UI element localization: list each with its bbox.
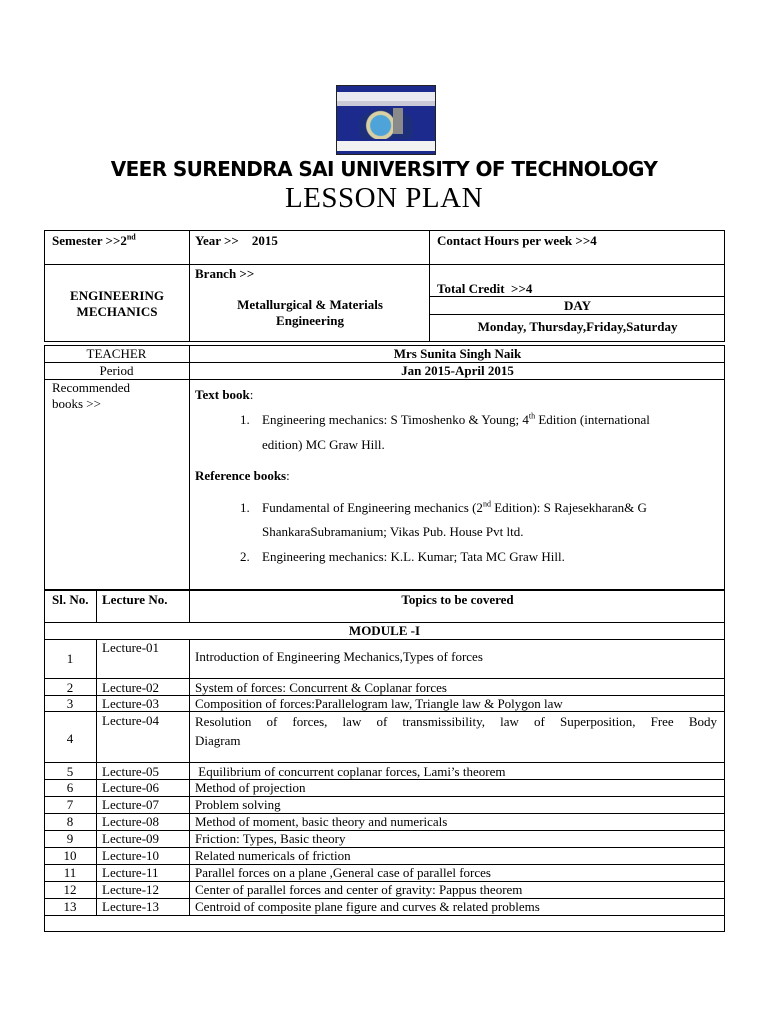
table-row-11-lecture: Lecture-11 <box>102 865 159 880</box>
table-row-7-sl: 7 <box>66 797 74 812</box>
reference-1-line2: ShankaraSubramanium; Vikas Pub. House Pvt ltd. <box>262 524 524 539</box>
year: Year >> 2015 <box>195 233 278 248</box>
text-book-1: Engineering mechanics: S Timoshenko & Young; 4th Edition (international <box>262 411 650 427</box>
table-row-2-sl: 2 <box>66 680 74 695</box>
table-row-3-lecture: Lecture-03 <box>102 696 160 711</box>
table-row-7-topic: Problem solving <box>195 797 281 812</box>
day-label: DAY <box>564 298 591 313</box>
day-value: Monday, Thursday,Friday,Saturday <box>477 319 678 334</box>
reference-2: Engineering mechanics: K.L. Kumar; Tata MC Graw Hill. <box>262 549 565 564</box>
table-row-13-sl: 13 <box>63 899 77 914</box>
logo-subbanner <box>337 101 435 106</box>
document-title: LESSON PLAN <box>284 182 484 214</box>
reference-2-num: 2. <box>240 549 250 564</box>
table-row-8-sl: 8 <box>66 814 74 829</box>
text-book-1-line2: edition) MC Graw Hill. <box>262 437 385 452</box>
period-value: Jan 2015-April 2015 <box>401 363 514 378</box>
table-row-4-lecture: Lecture-04 <box>102 713 160 728</box>
table-row-8-lecture: Lecture-08 <box>102 814 160 829</box>
teacher-value: Mrs Sunita Singh Naik <box>393 346 522 361</box>
table-row-4-topic-line1: Resolution of forces, law of transmissibility, law of Superposition, Free Body <box>195 714 717 729</box>
table-row-4-sl: 4 <box>66 731 74 746</box>
branch-value: Metallurgical & Materials Engineering <box>237 297 383 328</box>
table-row-6-sl: 6 <box>66 780 74 795</box>
table-row-2-lecture: Lecture-02 <box>102 680 160 695</box>
table-row-12-sl: 12 <box>63 882 77 897</box>
table-row-4-topic-line2: Diagram <box>195 733 241 748</box>
semester: Semester >>2nd <box>52 232 136 248</box>
total-credit: Total Credit >>4 <box>437 281 533 296</box>
logo-motto <box>337 141 435 151</box>
branch-label: Branch >> <box>195 266 255 281</box>
header-lecture-no: Lecture No. <box>102 592 168 607</box>
period-label: Period <box>99 363 134 378</box>
table-row-7-lecture: Lecture-07 <box>102 797 160 812</box>
table-row-6-lecture: Lecture-06 <box>102 780 160 795</box>
table-row-9-topic: Friction: Types, Basic theory <box>195 831 346 846</box>
table-row-5-topic: Equilibrium of concurrent coplanar forces, Lami’s theorem <box>195 764 506 779</box>
header-topics: Topics to be covered <box>401 592 514 607</box>
header-sl-no: Sl. No. <box>52 592 89 607</box>
table-row-1-lecture: Lecture-01 <box>102 640 160 655</box>
table-row-11-topic: Parallel forces on a plane ,General case of parallel forces <box>195 865 491 880</box>
table-row-10-topic: Related numericals of friction <box>195 848 351 863</box>
table-row-5-sl: 5 <box>66 764 74 779</box>
university-name: VEER SURENDRA SAI UNIVERSITY OF TECHNOLOGY <box>110 157 658 181</box>
table-row-13-topic: Centroid of composite plane figure and curves & related problems <box>195 899 540 914</box>
table-row-5-lecture: Lecture-05 <box>102 764 160 779</box>
table-row-3-sl: 3 <box>66 696 74 711</box>
table-row-10-sl: 10 <box>63 848 77 863</box>
module-title: MODULE -I <box>348 623 421 638</box>
table-row-13-lecture: Lecture-13 <box>102 899 160 914</box>
table-row-2-topic: System of forces: Concurrent & Coplanar forces <box>195 680 447 695</box>
subject-name: ENGINEERING MECHANICS <box>70 288 164 319</box>
table-row-1-topic: Introduction of Engineering Mechanics,Types of forces <box>195 649 483 664</box>
reference-1: Fundamental of Engineering mechanics (2nd Edition): S Rajesekharan& G <box>262 499 647 515</box>
university-logo <box>336 85 436 155</box>
teacher-label: TEACHER <box>86 346 147 361</box>
reference-1-num: 1. <box>240 500 250 515</box>
table-row-3-topic: Composition of forces:Parallelogram law, Triangle law & Polygon law <box>195 696 563 711</box>
text-book-1-num: 1. <box>240 412 250 427</box>
table-row-9-sl: 9 <box>66 831 74 846</box>
table-row-1-sl: 1 <box>66 651 74 666</box>
table-row-10-lecture: Lecture-10 <box>102 848 160 863</box>
table-row-12-topic: Center of parallel forces and center of gravity: Pappus theorem <box>195 882 523 897</box>
table-row-11-sl: 11 <box>63 865 77 880</box>
contact-hours: Contact Hours per week >>4 <box>437 233 597 248</box>
text-book-heading: Text book: <box>195 387 254 402</box>
logo-emblem <box>359 109 413 139</box>
table-row-12-lecture: Lecture-12 <box>102 882 160 897</box>
recommended-books-label: Recommended books >> <box>52 380 130 411</box>
table-row-9-lecture: Lecture-09 <box>102 831 160 846</box>
logo-tower <box>393 108 403 134</box>
table-row-8-topic: Method of moment, basic theory and numericals <box>195 814 448 829</box>
logo-banner <box>337 92 435 101</box>
reference-heading: Reference books: <box>195 468 290 483</box>
table-row-6-topic: Method of projection <box>195 780 306 795</box>
